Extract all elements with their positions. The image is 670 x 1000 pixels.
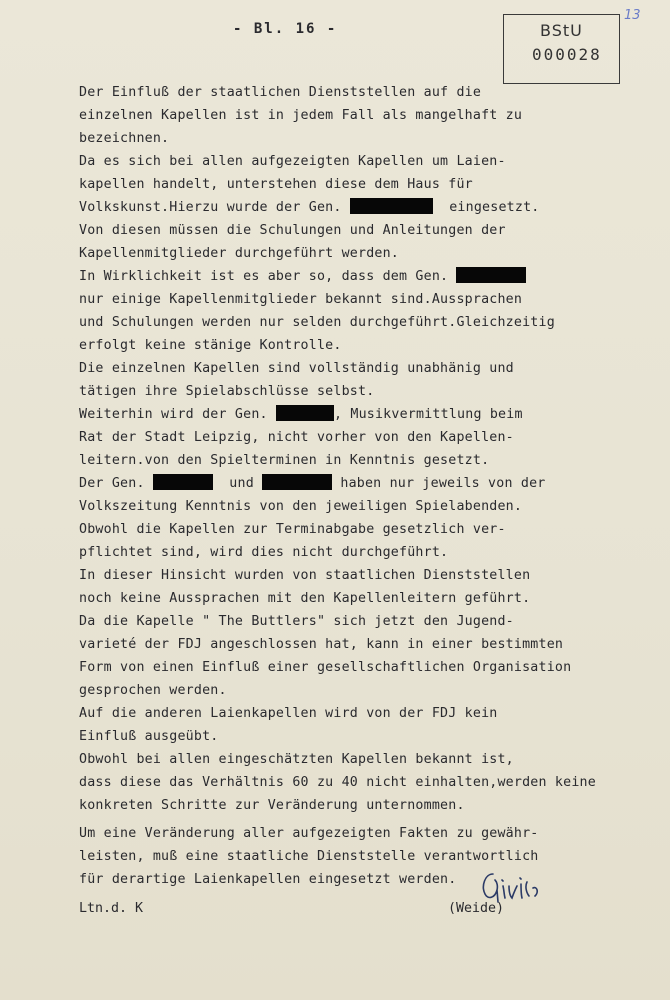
archive-stamp	[503, 14, 620, 84]
text-line: nur einige Kapellenmitglieder bekannt sind.Aussprachen	[79, 292, 523, 307]
text-line: Der Einfluß der staatlichen Dienststellen auf die	[79, 85, 482, 100]
text-line	[79, 472, 659, 495]
text-line: Auf die anderen Laienkapellen wird von der FDJ kein	[79, 706, 498, 721]
text-line: varieté der FDJ angeschlossen hat, kann in einer bestimmten	[79, 637, 564, 652]
redaction-bar	[350, 198, 433, 214]
text-line: Kapellenmitglieder durchgeführt werden.	[79, 246, 400, 261]
text-line: bezeichnen.	[79, 131, 170, 146]
text-line: einzelnen Kapellen ist in jedem Fall als mangelhaft zu	[79, 108, 523, 123]
text-line: Da es sich bei allen aufgezeigten Kapellen um Laien-	[79, 154, 506, 169]
text-line: leisten, muß eine staatliche Dienststelle verantwortlich	[79, 849, 539, 864]
text-line: Volkszeitung Kenntnis von den jeweiligen Spielabenden.	[79, 499, 523, 514]
redaction-bar	[153, 474, 213, 490]
text-line: gesprochen werden.	[79, 683, 227, 698]
text-line: Da die Kapelle " The Buttlers" sich jetzt den Jugend-	[79, 614, 514, 629]
text-line: Rat der Stadt Leipzig, nicht vorher von den Kapellen-	[79, 430, 514, 445]
text-line	[79, 265, 659, 288]
text-line	[79, 196, 659, 219]
text-line: dass diese das Verhältnis 60 zu 40 nicht einhalten,werden keine	[79, 775, 596, 790]
text-line: Von diesen müssen die Schulungen und Anleitungen der	[79, 223, 506, 238]
text-line: Einfluß ausgeübt.	[79, 729, 219, 744]
text-line: leitern.von den Spielterminen in Kenntnis gesetzt.	[79, 453, 490, 468]
page-number: - Bl. 16 -	[233, 21, 338, 37]
text-segment: , Musikvermittlung beim	[333, 407, 523, 422]
stamp-title: BStU	[540, 21, 583, 40]
text-line: erfolgt keine stänige Kontrolle.	[79, 338, 342, 353]
redaction-bar	[456, 267, 526, 283]
text-line: konkreten Schritte zur Veränderung unternommen.	[79, 798, 465, 813]
stamp-number: 000028	[532, 45, 602, 64]
text-line: für derartige Laienkapellen eingesetzt werden.	[79, 872, 457, 887]
page-tally: 13	[624, 8, 641, 23]
text-line: In dieser Hinsicht wurden von staatlichen Dienststellen	[79, 568, 531, 583]
redaction-bar	[276, 405, 334, 421]
text-segment: In Wirklichkeit ist es aber so, dass dem Gen.	[79, 269, 449, 284]
text-line: noch keine Aussprachen mit den Kapellenleitern geführt.	[79, 591, 531, 606]
text-line: Die einzelnen Kapellen sind vollständig unabhänig und	[79, 361, 514, 376]
text-line: tätigen ihre Spielabschlüsse selbst.	[79, 384, 375, 399]
text-line: Obwohl die Kapellen zur Terminabgabe gesetzlich ver-	[79, 522, 506, 537]
text-segment: und	[229, 476, 254, 491]
text-line: kapellen handelt, unterstehen diese dem Haus für	[79, 177, 473, 192]
document-body	[79, 81, 659, 891]
text-segment: eingesetzt.	[449, 200, 540, 215]
text-line: Form von einen Einfluß einer gesellschaftlichen Organisation	[79, 660, 572, 675]
text-line	[79, 403, 659, 426]
text-line: Obwohl bei allen eingeschätzten Kapellen bekannt ist,	[79, 752, 514, 767]
signer-rank: Ltn.d. K	[79, 901, 144, 916]
text-segment: Volkskunst.Hierzu wurde der Gen.	[79, 200, 342, 215]
text-segment: Der Gen.	[79, 476, 145, 491]
redaction-bar	[262, 474, 332, 490]
text-line: und Schulungen werden nur selden durchgeführt.Gleichzeitig	[79, 315, 555, 330]
text-line: Um eine Veränderung aller aufgezeigten Fakten zu gewähr-	[79, 826, 539, 841]
text-segment: haben nur jeweils von der	[340, 476, 546, 491]
text-line: pflichtet sind, wird dies nicht durchgeführt.	[79, 545, 449, 560]
signer-name: (Weide)	[448, 901, 505, 916]
text-segment: Weiterhin wird der Gen.	[79, 407, 268, 422]
